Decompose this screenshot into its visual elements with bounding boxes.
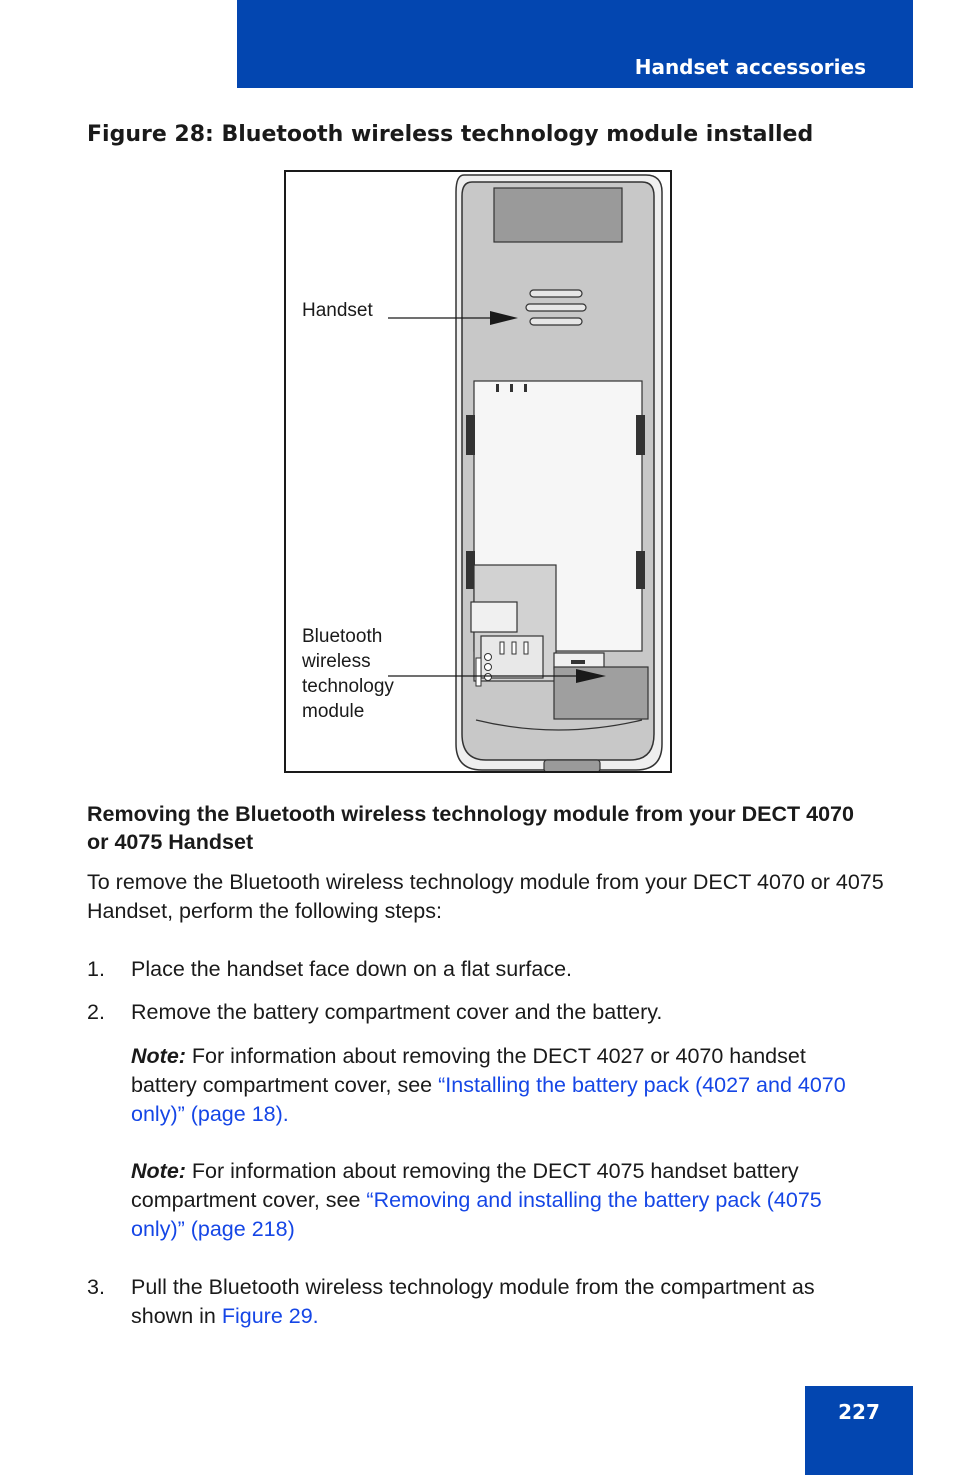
note-link[interactable]: “Removing and installing the battery pack (4075 only)” (page 218) [131, 1188, 822, 1241]
label-module-line: technology [302, 676, 394, 697]
step-text: Place the handset face down on a flat surface. [131, 957, 573, 981]
step-number: 3. [87, 1275, 105, 1299]
step-text: Remove the battery compartment cover and the battery. [131, 1000, 663, 1024]
label-handset: Handset [302, 300, 373, 321]
note-2 [131, 1157, 876, 1244]
header-title: Handset accessories [634, 55, 866, 79]
page-number: 227 [838, 1400, 880, 1424]
figure-frame [284, 170, 672, 773]
step-number: 2. [87, 1000, 105, 1024]
page-number-box [805, 1386, 913, 1475]
figure-link[interactable]: Figure 29. [221, 1304, 319, 1328]
note-1 [131, 1042, 876, 1129]
note-label: Note: [131, 1044, 186, 1068]
label-module-line: Bluetooth [302, 626, 383, 647]
note-text: For information about removing the DECT 4075 handset battery compartment cover, see [131, 1159, 799, 1212]
intro-paragraph: To remove the Bluetooth wireless technology module from your DECT 4070 or 4075 Handset, perform the following steps: [87, 870, 884, 923]
step-text [131, 1273, 875, 1331]
section-heading: Removing the Bluetooth wireless technology module from your DECT 4070 or 4075 Handset [87, 802, 854, 854]
figure-caption: Figure 28: Bluetooth wireless technology module installed [87, 122, 814, 147]
note-link[interactable]: “Installing the battery pack (4027 and 4070 only)” (page 18). [131, 1073, 846, 1126]
label-module-line: wireless [302, 651, 371, 672]
step-number: 1. [87, 957, 105, 981]
step-text-body: Pull the Bluetooth wireless technology module from the compartment as shown in [131, 1275, 815, 1328]
note-text: For information about removing the DECT 4027 or 4070 handset battery compartment cover, see [131, 1044, 806, 1097]
label-bluetooth-module [302, 624, 394, 724]
note-label: Note: [131, 1159, 186, 1183]
label-module-line: module [302, 701, 365, 722]
header-band [237, 0, 913, 88]
